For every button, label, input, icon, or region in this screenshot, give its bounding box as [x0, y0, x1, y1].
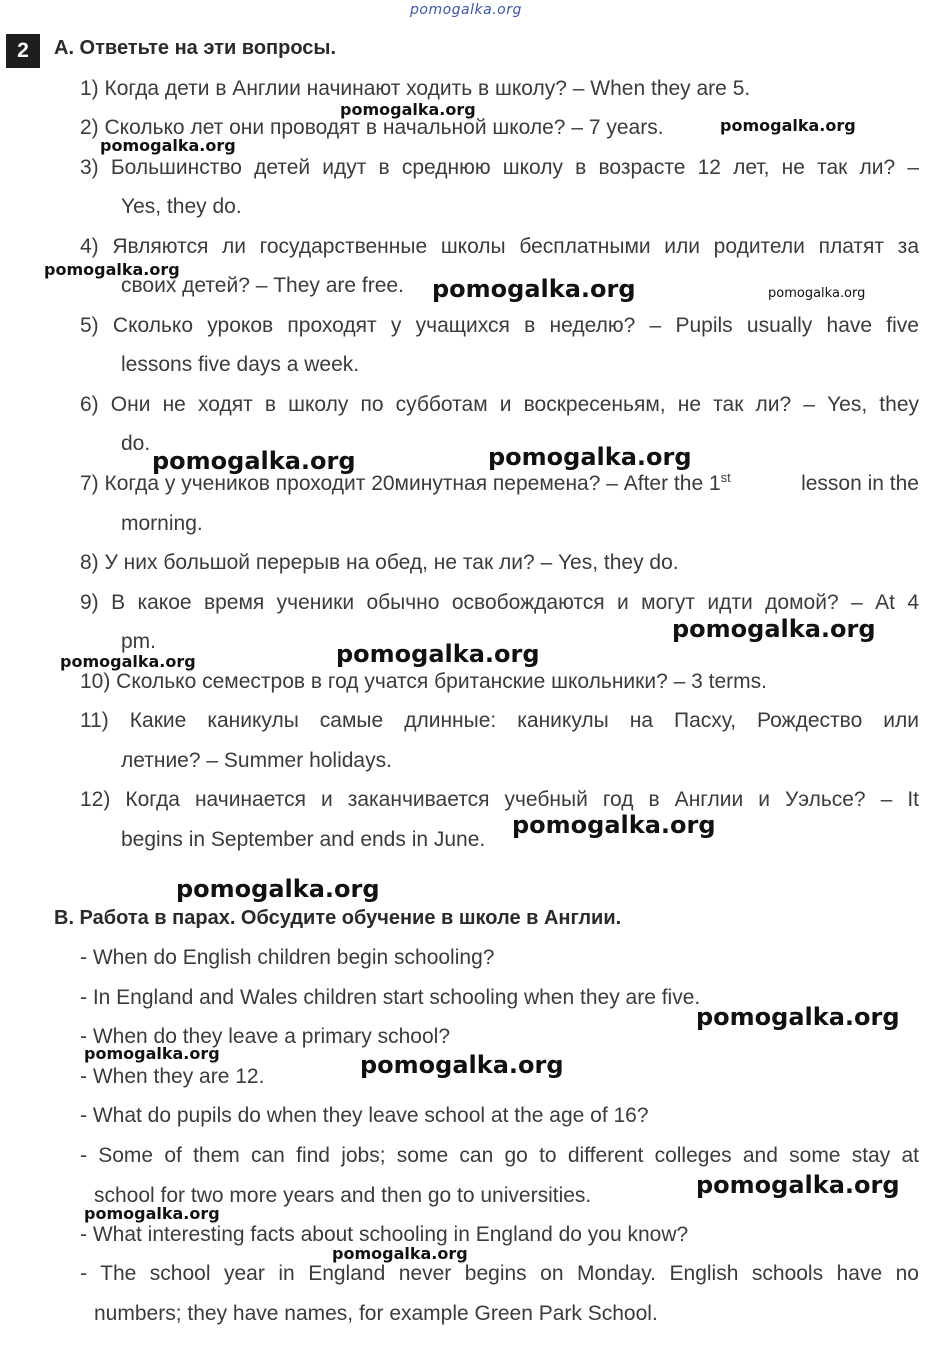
question-12-answer: begins in September and ends in June. [121, 828, 486, 851]
dialogue-line-8: - The school year in England never begins on Monday. English schools have no [80, 1262, 919, 1285]
dialogue-line-2: - In England and Wales children start schooling when they are five. [80, 986, 701, 1009]
dialogue-line-1: - When do English children begin schooling? [80, 946, 495, 969]
dialogue-line-6: - Some of them can find jobs; some can go to different colleges and some stay at [80, 1144, 919, 1167]
question-7-tail: lesson in the [801, 472, 919, 495]
watermark: pomogalka.org [336, 640, 540, 668]
watermark: pomogalka.org [340, 100, 476, 119]
watermark: pomogalka.org [432, 275, 636, 303]
question-5-answer: lessons five days a week. [121, 353, 360, 376]
watermark: pomogalka.org [332, 1244, 468, 1263]
watermark: pomogalka.org [720, 116, 856, 135]
watermark-top: pomogalka.org [410, 2, 522, 18]
watermark: pomogalka.org [84, 1044, 220, 1063]
section-a-heading: A. Ответьте на эти вопросы. [54, 37, 337, 59]
question-11-answer: летние? – Summer holidays. [121, 749, 392, 772]
question-12: 12) Когда начинается и заканчивается учебный год в Англии и Уэльсе? – It [80, 788, 919, 811]
watermark: pomogalka.org [512, 811, 716, 839]
watermark: pomogalka.org [360, 1051, 564, 1079]
question-9-answer: pm. [121, 630, 157, 653]
question-7-answer: morning. [121, 512, 203, 535]
question-2: 2) Сколько лет они проводят в начальной школе? – 7 years. [80, 116, 664, 139]
watermark: pomogalka.org [176, 875, 380, 903]
dialogue-line-6-cont: school for two more years and then go to universities. [94, 1184, 592, 1207]
question-1: 1) Когда дети в Англии начинают ходить в школу? – When they are 5. [80, 77, 751, 100]
dialogue-line-5: - What do pupils do when they leave school at the age of 16? [80, 1104, 649, 1127]
watermark: pomogalka.org [672, 615, 876, 643]
exercise-number-badge: 2 [6, 34, 40, 68]
question-4: 4) Являются ли государственные школы бесплатными или родители платят за [80, 235, 919, 258]
question-9: 9) В какое время ученики обычно освобождаются и могут идти домой? – At 4 [80, 591, 919, 614]
dialogue-line-7: - What interesting facts about schooling in England do you know? [80, 1223, 689, 1246]
watermark: pomogalka.org [60, 652, 196, 671]
question-3: 3) Большинство детей идут в среднюю школу в возрасте 12 лет, не так ли? – [80, 156, 919, 179]
watermark: pomogalka.org [768, 286, 866, 301]
question-7-text: 7) Когда у учеников проходит 20минутная перемена? – After the 1st [80, 470, 731, 495]
question-11: 11) Какие каникулы самые длинные: каникулы на Пасху, Рождество или [80, 709, 919, 732]
watermark: pomogalka.org [152, 447, 356, 475]
question-4-answer: своих детей? – They are free. [121, 274, 404, 297]
question-8: 8) У них большой перерыв на обед, не так ли? – Yes, they do. [80, 551, 679, 574]
question-10: 10) Сколько семестров в год учатся британские школьники? – 3 terms. [80, 670, 767, 693]
watermark: pomogalka.org [84, 1204, 220, 1223]
dialogue-line-4: - When they are 12. [80, 1065, 265, 1088]
superscript-st: st [720, 470, 731, 485]
watermark: pomogalka.org [100, 136, 236, 155]
question-5: 5) Сколько уроков проходят у учащихся в неделю? – Pupils usually have five [80, 314, 919, 337]
section-b-heading: B. Работа в парах. Обсудите обучение в школе в Англии. [54, 907, 622, 929]
watermark: pomogalka.org [488, 443, 692, 471]
dialogue-line-8-cont: numbers; they have names, for example Green Park School. [94, 1302, 658, 1325]
question-6: 6) Они не ходят в школу по субботам и воскресеньям, не так ли? – Yes, they [80, 393, 919, 416]
watermark: pomogalka.org [696, 1003, 900, 1031]
watermark: pomogalka.org [696, 1171, 900, 1199]
question-3-answer: Yes, they do. [121, 195, 242, 218]
question-6-answer: do. [121, 432, 151, 455]
dialogue-line-3: - When do they leave a primary school? [80, 1025, 451, 1048]
watermark: pomogalka.org [44, 260, 180, 279]
